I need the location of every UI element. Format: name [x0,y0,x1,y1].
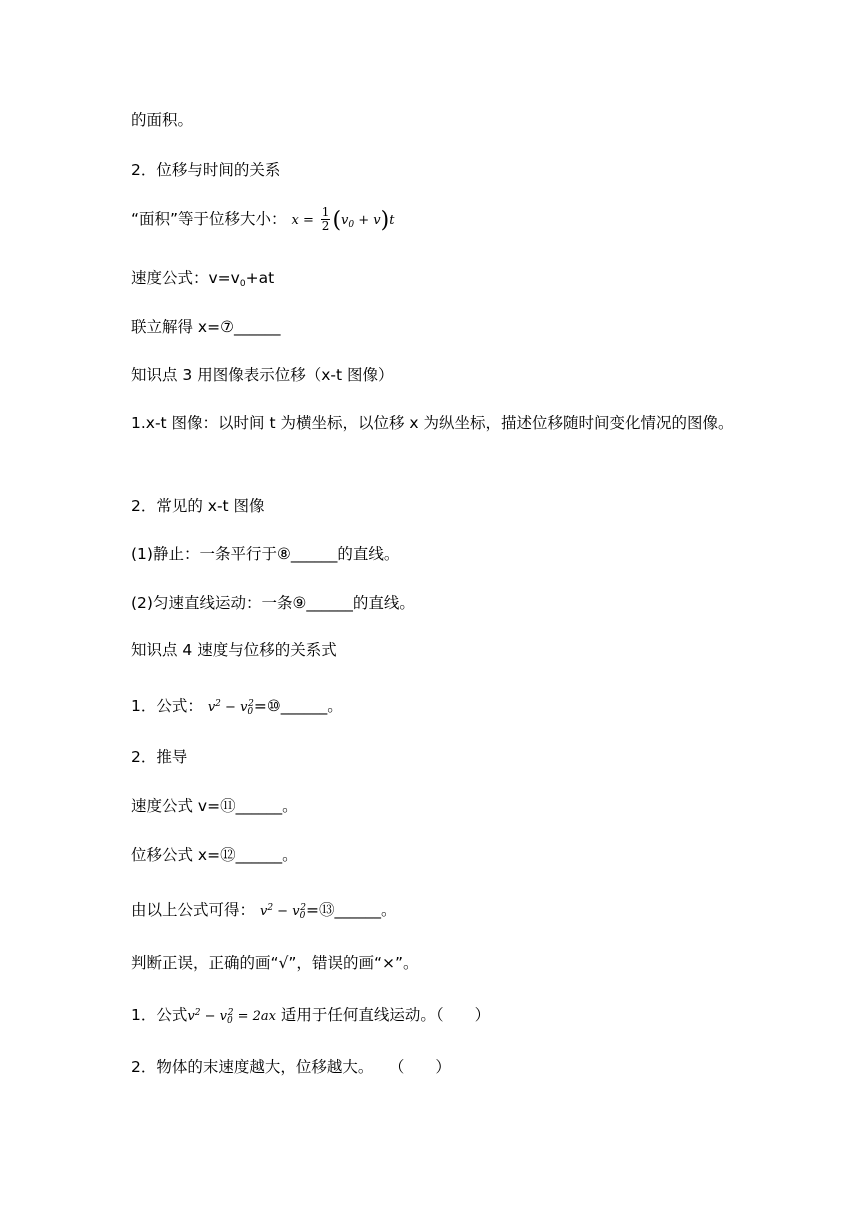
text-line: (1)静止：一条平行于⑧______的直线。 [131,545,400,563]
text-line: 的面积。 [131,111,194,129]
text-line-formula: 1．公式： $v^2$ − $v_0^2=⑩\_\_\_\_\_\_$。 [131,697,343,717]
judgment-item: 2．物体的末速度越大，位移越大。 （ ） [131,1058,451,1076]
section-heading: 知识点 4 速度与位移的关系式 [131,641,337,659]
text-line: (2)匀速直线运动：一条⑨______的直线。 [131,594,415,612]
text-line: 位移公式 x=⑫______。 [131,846,298,864]
text-line: 速度公式 v=⑪______。 [131,797,298,815]
instruction-line: 判断正误，正确的画“√”，错误的画“×”。 [131,954,419,972]
section-heading: 2．常见的 x-t 图像 [131,497,265,515]
text-line: “面积”等于位移大小： [131,210,287,228]
text-line-formula: 由以上公式可得： $v^2$ − $v_0^2=⑬\_\_\_\_\_\_$。 [131,901,397,921]
text-line: 联立解得 x=⑦______ [131,318,281,336]
text-line-area-formula [131,203,751,241]
math-formula: $v^2 - v_0^2$ [259,903,307,921]
section-heading: 2．位移与时间的关系 [131,161,281,179]
judgment-item: 1．公式$v^2 - v_0^2 = 2ax$ 适用于任何直线运动。（ ） [131,1006,491,1026]
math-formula: $v^2 - v_0^2 = 2ax$ [187,1008,276,1026]
text-paragraph: 1.x-t 图像：以时间 t 为横坐标，以位移 x 为纵坐标，描述位移随时间变化情况的图像。 [131,414,734,432]
text-line-velocity-formula: 速度公式：$v=v_0+at$ [131,269,275,289]
math-formula: x = $\frac{1}{2}$ $(v_0 + v)t$ [291,205,395,233]
math-formula: $v^2 - v_0^2$ [207,699,254,717]
section-heading: 知识点 3 用图像表示位移（x-t 图像） [131,366,394,384]
fraction: $\frac{1}{2}$ [321,205,330,233]
section-heading: 2．推导 [131,748,188,766]
